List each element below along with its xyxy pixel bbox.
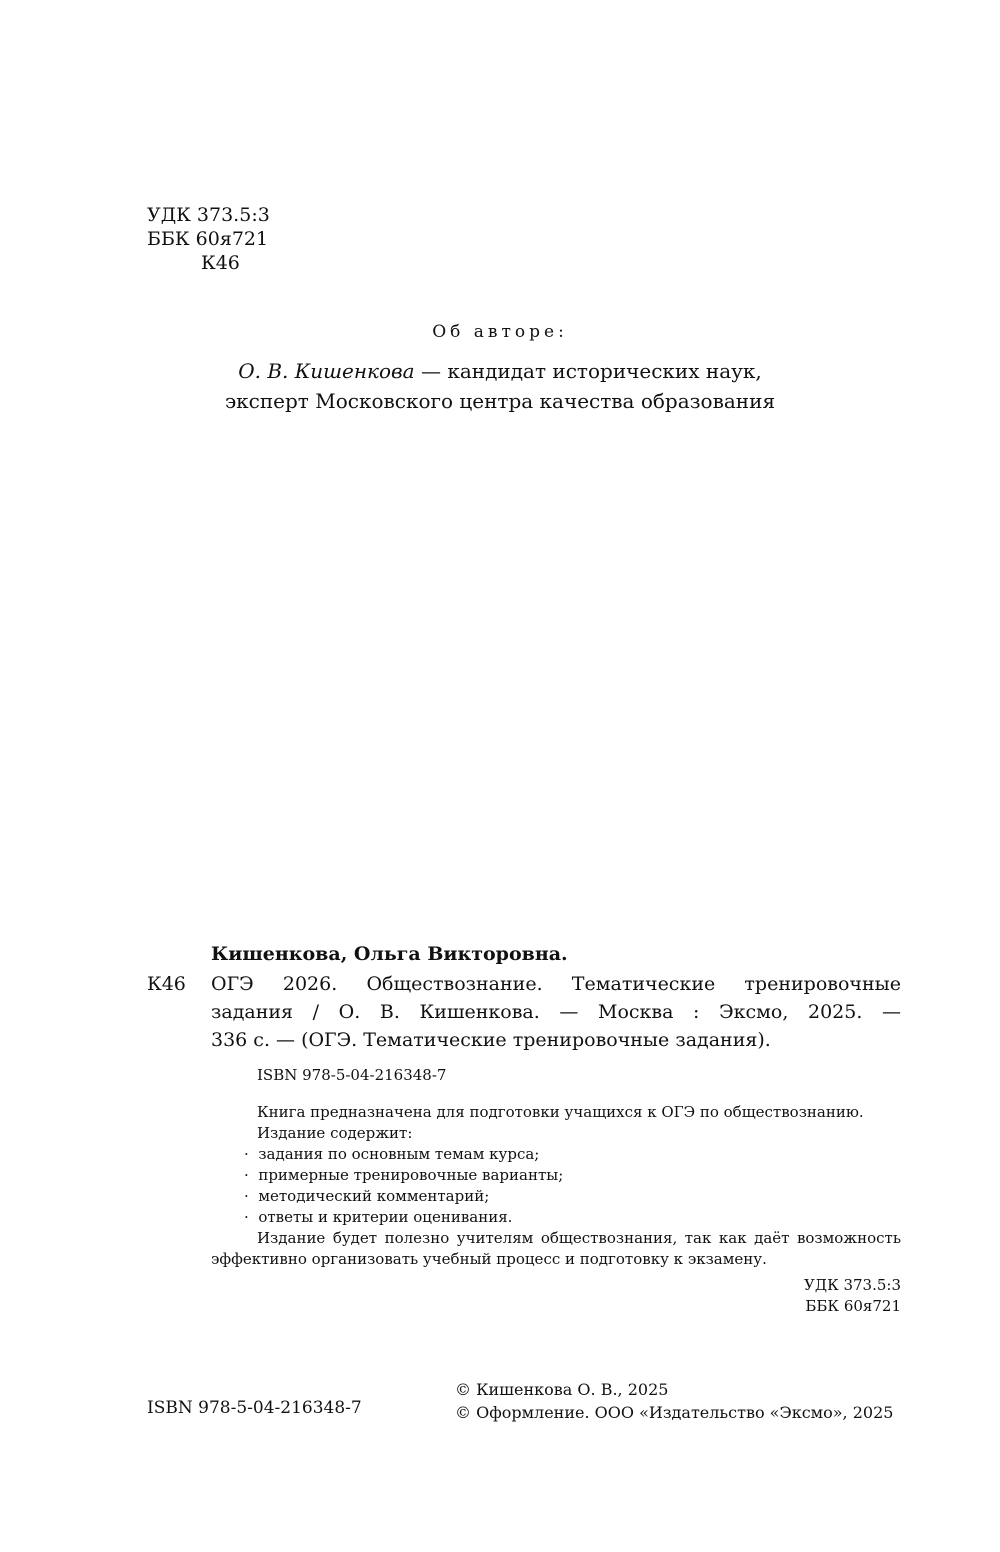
bullet-icon: · (244, 1145, 249, 1163)
list-item-text: задания по основным темам курса; (258, 1145, 540, 1163)
about-heading: Об авторе: (432, 322, 568, 342)
bib-line-1: ОГЭ 2026. Обществознание. Тематические тренировочные (211, 973, 901, 995)
bib-line-3: 336 с. — (ОГЭ. Тематические тренировочные задания). (211, 1029, 771, 1051)
desc-line-2: Издание содержит: (257, 1124, 413, 1142)
list-item-text: методический комментарий; (258, 1187, 490, 1205)
desc-note-line-2: эффективно организовать учебный процесс и подготовку к экзамену. (211, 1250, 767, 1268)
list-item (244, 1186, 489, 1207)
footer-isbn: ISBN 978-5-04-216348-7 (147, 1398, 362, 1418)
copyright-design: © Оформление. ООО «Издательство «Эксмо», 2025 (455, 1403, 894, 1422)
desc-bbk-code: ББК 60я721 (805, 1297, 901, 1315)
about-line-1 (0, 356, 1000, 386)
bib-author-heading: Кишенкова, Ольга Викторовна. (211, 943, 568, 965)
list-item-text: примерные тренировочные варианты; (258, 1166, 564, 1184)
author-mark: К46 (201, 252, 240, 274)
copyright-author: © Кишенкова О. В., 2025 (455, 1380, 669, 1399)
bib-isbn: ISBN 978-5-04-216348-7 (257, 1066, 447, 1084)
bullet-icon: · (244, 1208, 249, 1226)
about-line-2: эксперт Московского центра качества образования (224, 389, 776, 413)
list-item (244, 1165, 563, 1186)
desc-udk-code: УДК 373.5:3 (804, 1276, 901, 1294)
udk-code: УДК 373.5:3 (147, 204, 270, 226)
bullet-icon: · (244, 1166, 249, 1184)
bib-line-2: задания / О. В. Кишенкова. — Москва : Эксмо, 2025. — (211, 1001, 901, 1023)
list-item (244, 1144, 539, 1165)
bbk-code: ББК 60я721 (147, 228, 269, 250)
desc-note-line-1: Издание будет полезно учителям обществознания, так как даёт возможность (257, 1229, 901, 1247)
list-item-text: ответы и критерии оценивания. (258, 1208, 513, 1226)
desc-line-1: Книга предназначена для подготовки учащихся к ОГЭ по обществознанию. (257, 1103, 864, 1121)
about-author-name: О. В. Кишенкова (238, 359, 415, 383)
bullet-icon: · (244, 1187, 249, 1205)
bib-author-mark: К46 (147, 973, 186, 995)
list-item (244, 1207, 512, 1228)
about-line-1-rest: — кандидат исторических наук, (414, 359, 762, 383)
